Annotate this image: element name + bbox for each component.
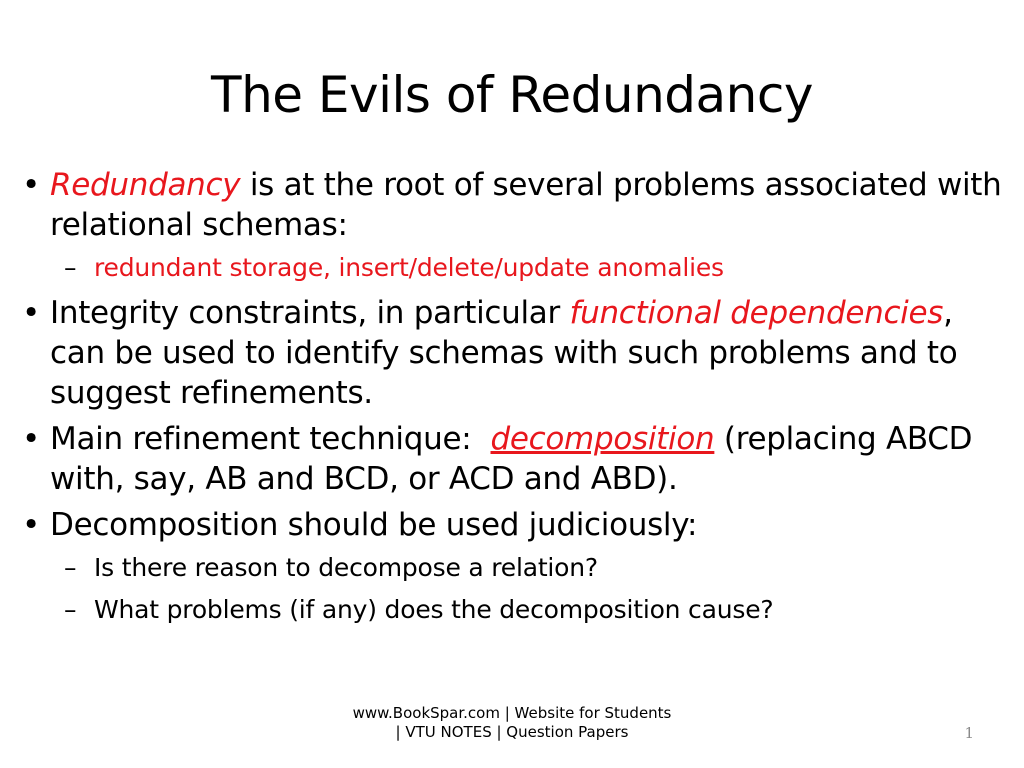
bullet-text: Main refinement technique: <box>50 421 491 457</box>
footer-text: www.BookSpar.com | Website for Students | VTU NOTES | Question Papers <box>352 704 672 741</box>
slide-title: The Evils of Redundancy <box>211 66 813 124</box>
bullet-redundancy <box>22 165 1012 245</box>
bullet-refinement-technique <box>22 419 1012 499</box>
sub-bullet-redundancy-problems <box>22 251 1012 285</box>
term-redundancy: Redundancy <box>50 167 241 203</box>
term-functional-dependencies: functional dependencies <box>569 295 944 331</box>
bullet-text: Decomposition should be used judiciously: <box>50 507 698 543</box>
bullet-dot-icon: • <box>22 507 40 543</box>
sub-bullet-reason-to-decompose <box>22 551 1012 585</box>
bullet-text: is at the root of several problems associated with relational schemas: <box>50 167 1002 243</box>
bullet-text: (replacing ABCD with, say, AB and BCD, or ACD and ABD). <box>50 421 973 497</box>
dash-icon: – <box>64 595 77 624</box>
slide-content <box>22 165 1012 635</box>
sub-bullet-decomposition-problems <box>22 593 1012 627</box>
dash-icon: – <box>64 553 77 582</box>
sub-bullet-text: What problems (if any) does the decomposition cause? <box>94 595 774 624</box>
bullet-dot-icon: • <box>22 295 40 331</box>
term-decomposition: decomposition <box>490 421 715 457</box>
bullet-text: , can be used to identify schemas with such problems and to suggest refinements. <box>50 295 958 411</box>
sub-bullet-text: redundant storage, insert/delete/update anomalies <box>94 253 724 282</box>
bullet-integrity-constraints <box>22 293 1012 413</box>
dash-icon: – <box>64 253 77 282</box>
sub-bullet-text: Is there reason to decompose a relation? <box>94 553 598 582</box>
bullet-dot-icon: • <box>22 421 40 457</box>
bullet-dot-icon: • <box>22 167 40 203</box>
page-number: 1 <box>964 724 974 742</box>
bullet-text: Integrity constraints, in particular <box>50 295 570 331</box>
bullet-decomposition-judiciously <box>22 505 1012 545</box>
